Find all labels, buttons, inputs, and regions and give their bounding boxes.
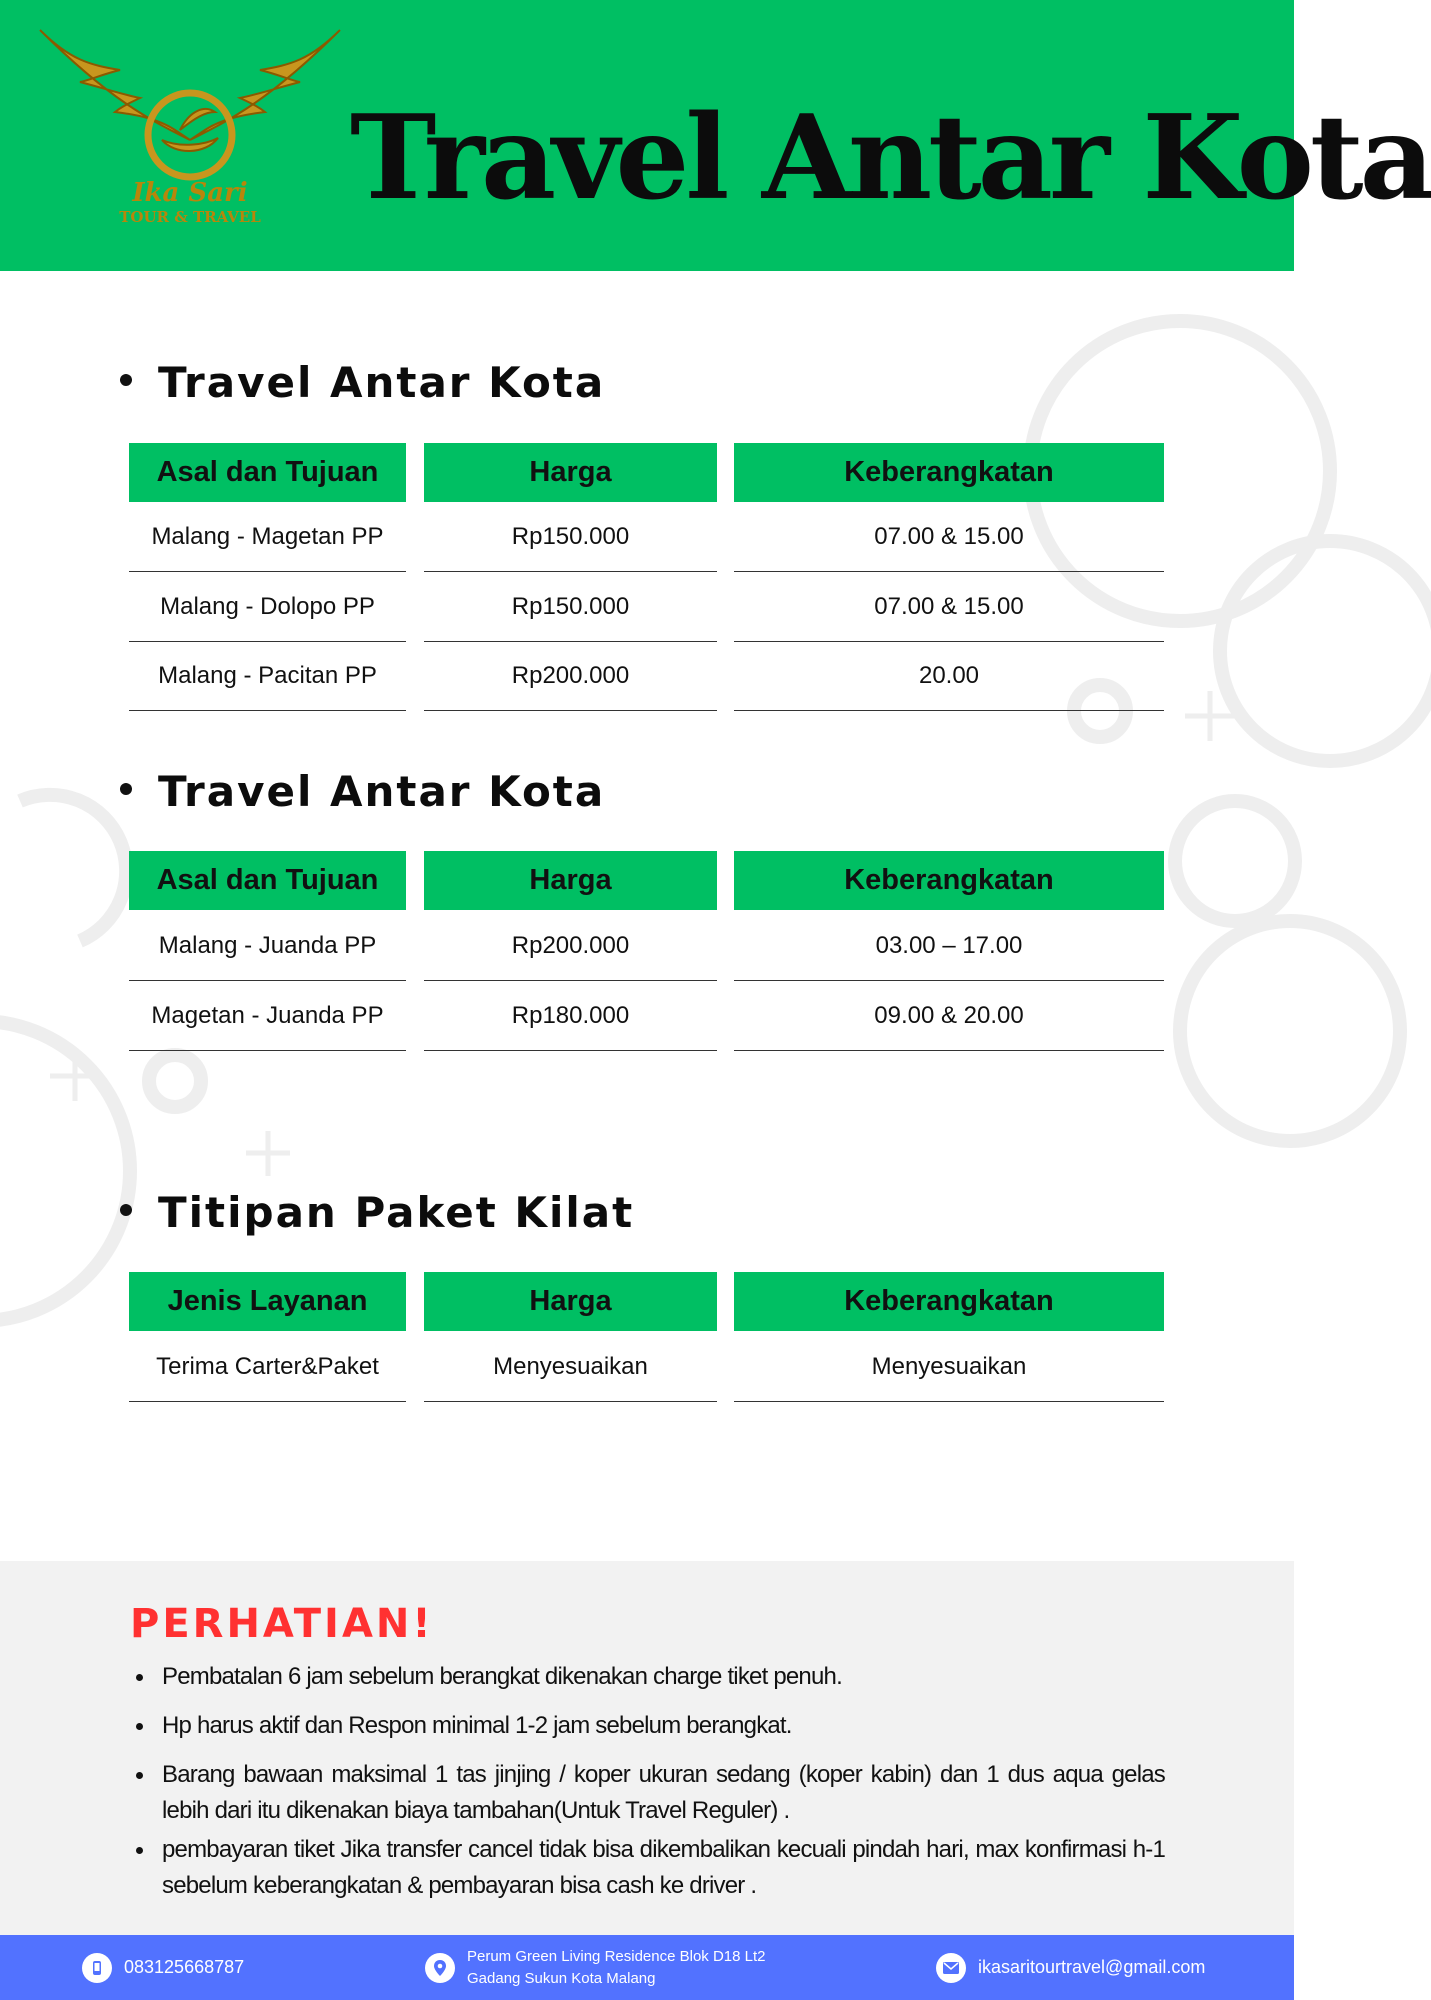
table-cell-route: Malang - Juanda PP (129, 912, 406, 981)
notice-item: Barang bawaan maksimal 1 tas jinjing / koper ukuran sedang (koper kabin) dan 1 dus aqua gelas lebih dari itu dikenakan biaya tambahan(Untuk Travel Reguler) . (130, 1757, 1165, 1829)
col-header-route: Asal dan Tujuan (129, 851, 406, 910)
table-cell-price: Rp150.000 (424, 573, 717, 642)
table-cell-route: Malang - Dolopo PP (129, 573, 406, 642)
col-header-price: Harga (424, 443, 717, 502)
address-text (467, 1946, 766, 1990)
logo-name: Ika Sari (132, 178, 248, 208)
section-title-text: Travel Antar Kota (158, 358, 606, 407)
table-cell-departure: 07.00 & 15.00 (734, 503, 1164, 572)
logo-subtitle: TOUR & TRAVEL (119, 208, 261, 226)
bullet-dot (120, 1204, 132, 1216)
table-cell-departure: Menyesuaikan (734, 1333, 1164, 1402)
email-address: ikasaritourtravel@gmail.com (978, 1957, 1206, 1977)
notice-list (130, 1659, 1165, 1917)
table-cell-service: Terima Carter&Paket (129, 1333, 406, 1402)
table-cell-price: Rp180.000 (424, 982, 717, 1051)
notice-item: Pembatalan 6 jam sebelum berangkat dikenakan charge tiket penuh. (130, 1659, 1165, 1695)
notice-panel (0, 1561, 1294, 1935)
section-title-text: Titipan Paket Kilat (158, 1188, 635, 1237)
table-cell-price: Menyesuaikan (424, 1333, 717, 1402)
company-logo (30, 20, 350, 230)
footer-address[interactable] (425, 1935, 766, 2000)
table-cell-price: Rp150.000 (424, 503, 717, 572)
table-cell-departure: 07.00 & 15.00 (734, 573, 1164, 642)
address-line-1: Perum Green Living Residence Blok D18 Lt2 (467, 1947, 766, 1965)
col-header-price: Harga (424, 851, 717, 910)
footer-bar (0, 1935, 1294, 2000)
col-header-departure: Keberangkatan (734, 851, 1164, 910)
table-cell-departure: 03.00 – 17.00 (734, 912, 1164, 981)
page-title: Travel Antar Kota (350, 90, 1431, 226)
section-title-paket (120, 1188, 635, 1237)
col-header-departure: Keberangkatan (734, 1272, 1164, 1331)
bullet-dot (120, 374, 132, 386)
address-line-2: Gadang Sukun Kota Malang (467, 1969, 656, 1987)
notice-item: Hp harus aktif dan Respon minimal 1-2 jam sebelum berangkat. (130, 1708, 1165, 1744)
table-cell-route: Malang - Pacitan PP (129, 642, 406, 711)
table-cell-route: Magetan - Juanda PP (129, 982, 406, 1051)
col-header-price: Harga (424, 1272, 717, 1331)
table-cell-departure: 09.00 & 20.00 (734, 982, 1164, 1051)
col-header-departure: Keberangkatan (734, 443, 1164, 502)
section-title-travel-2 (120, 767, 606, 816)
phone-number: 083125668787 (124, 1957, 245, 1977)
table-cell-price: Rp200.000 (424, 912, 717, 981)
col-header-route: Asal dan Tujuan (129, 443, 406, 502)
col-header-service: Jenis Layanan (129, 1272, 406, 1331)
location-pin-icon (425, 1953, 455, 1983)
bullet-dot (120, 783, 132, 795)
table-cell-departure: 20.00 (734, 642, 1164, 711)
mail-icon (936, 1953, 966, 1983)
table-cell-price: Rp200.000 (424, 642, 717, 711)
header-banner (0, 0, 1431, 271)
section-title-travel-1 (120, 358, 606, 407)
table-cell-route: Malang - Magetan PP (129, 503, 406, 572)
notice-item: pembayaran tiket Jika transfer cancel tidak bisa dikembalikan kecuali pindah hari, max konfirmasi h-1 sebelum keberangkatan & pembayaran bisa cash ke driver . (130, 1832, 1165, 1904)
footer-email[interactable] (936, 1935, 1205, 2000)
notice-title: PERHATIAN! (130, 1601, 434, 1647)
phone-icon (82, 1953, 112, 1983)
footer-phone[interactable] (82, 1935, 244, 2000)
section-title-text: Travel Antar Kota (158, 767, 606, 816)
winged-logo-icon (30, 20, 350, 180)
